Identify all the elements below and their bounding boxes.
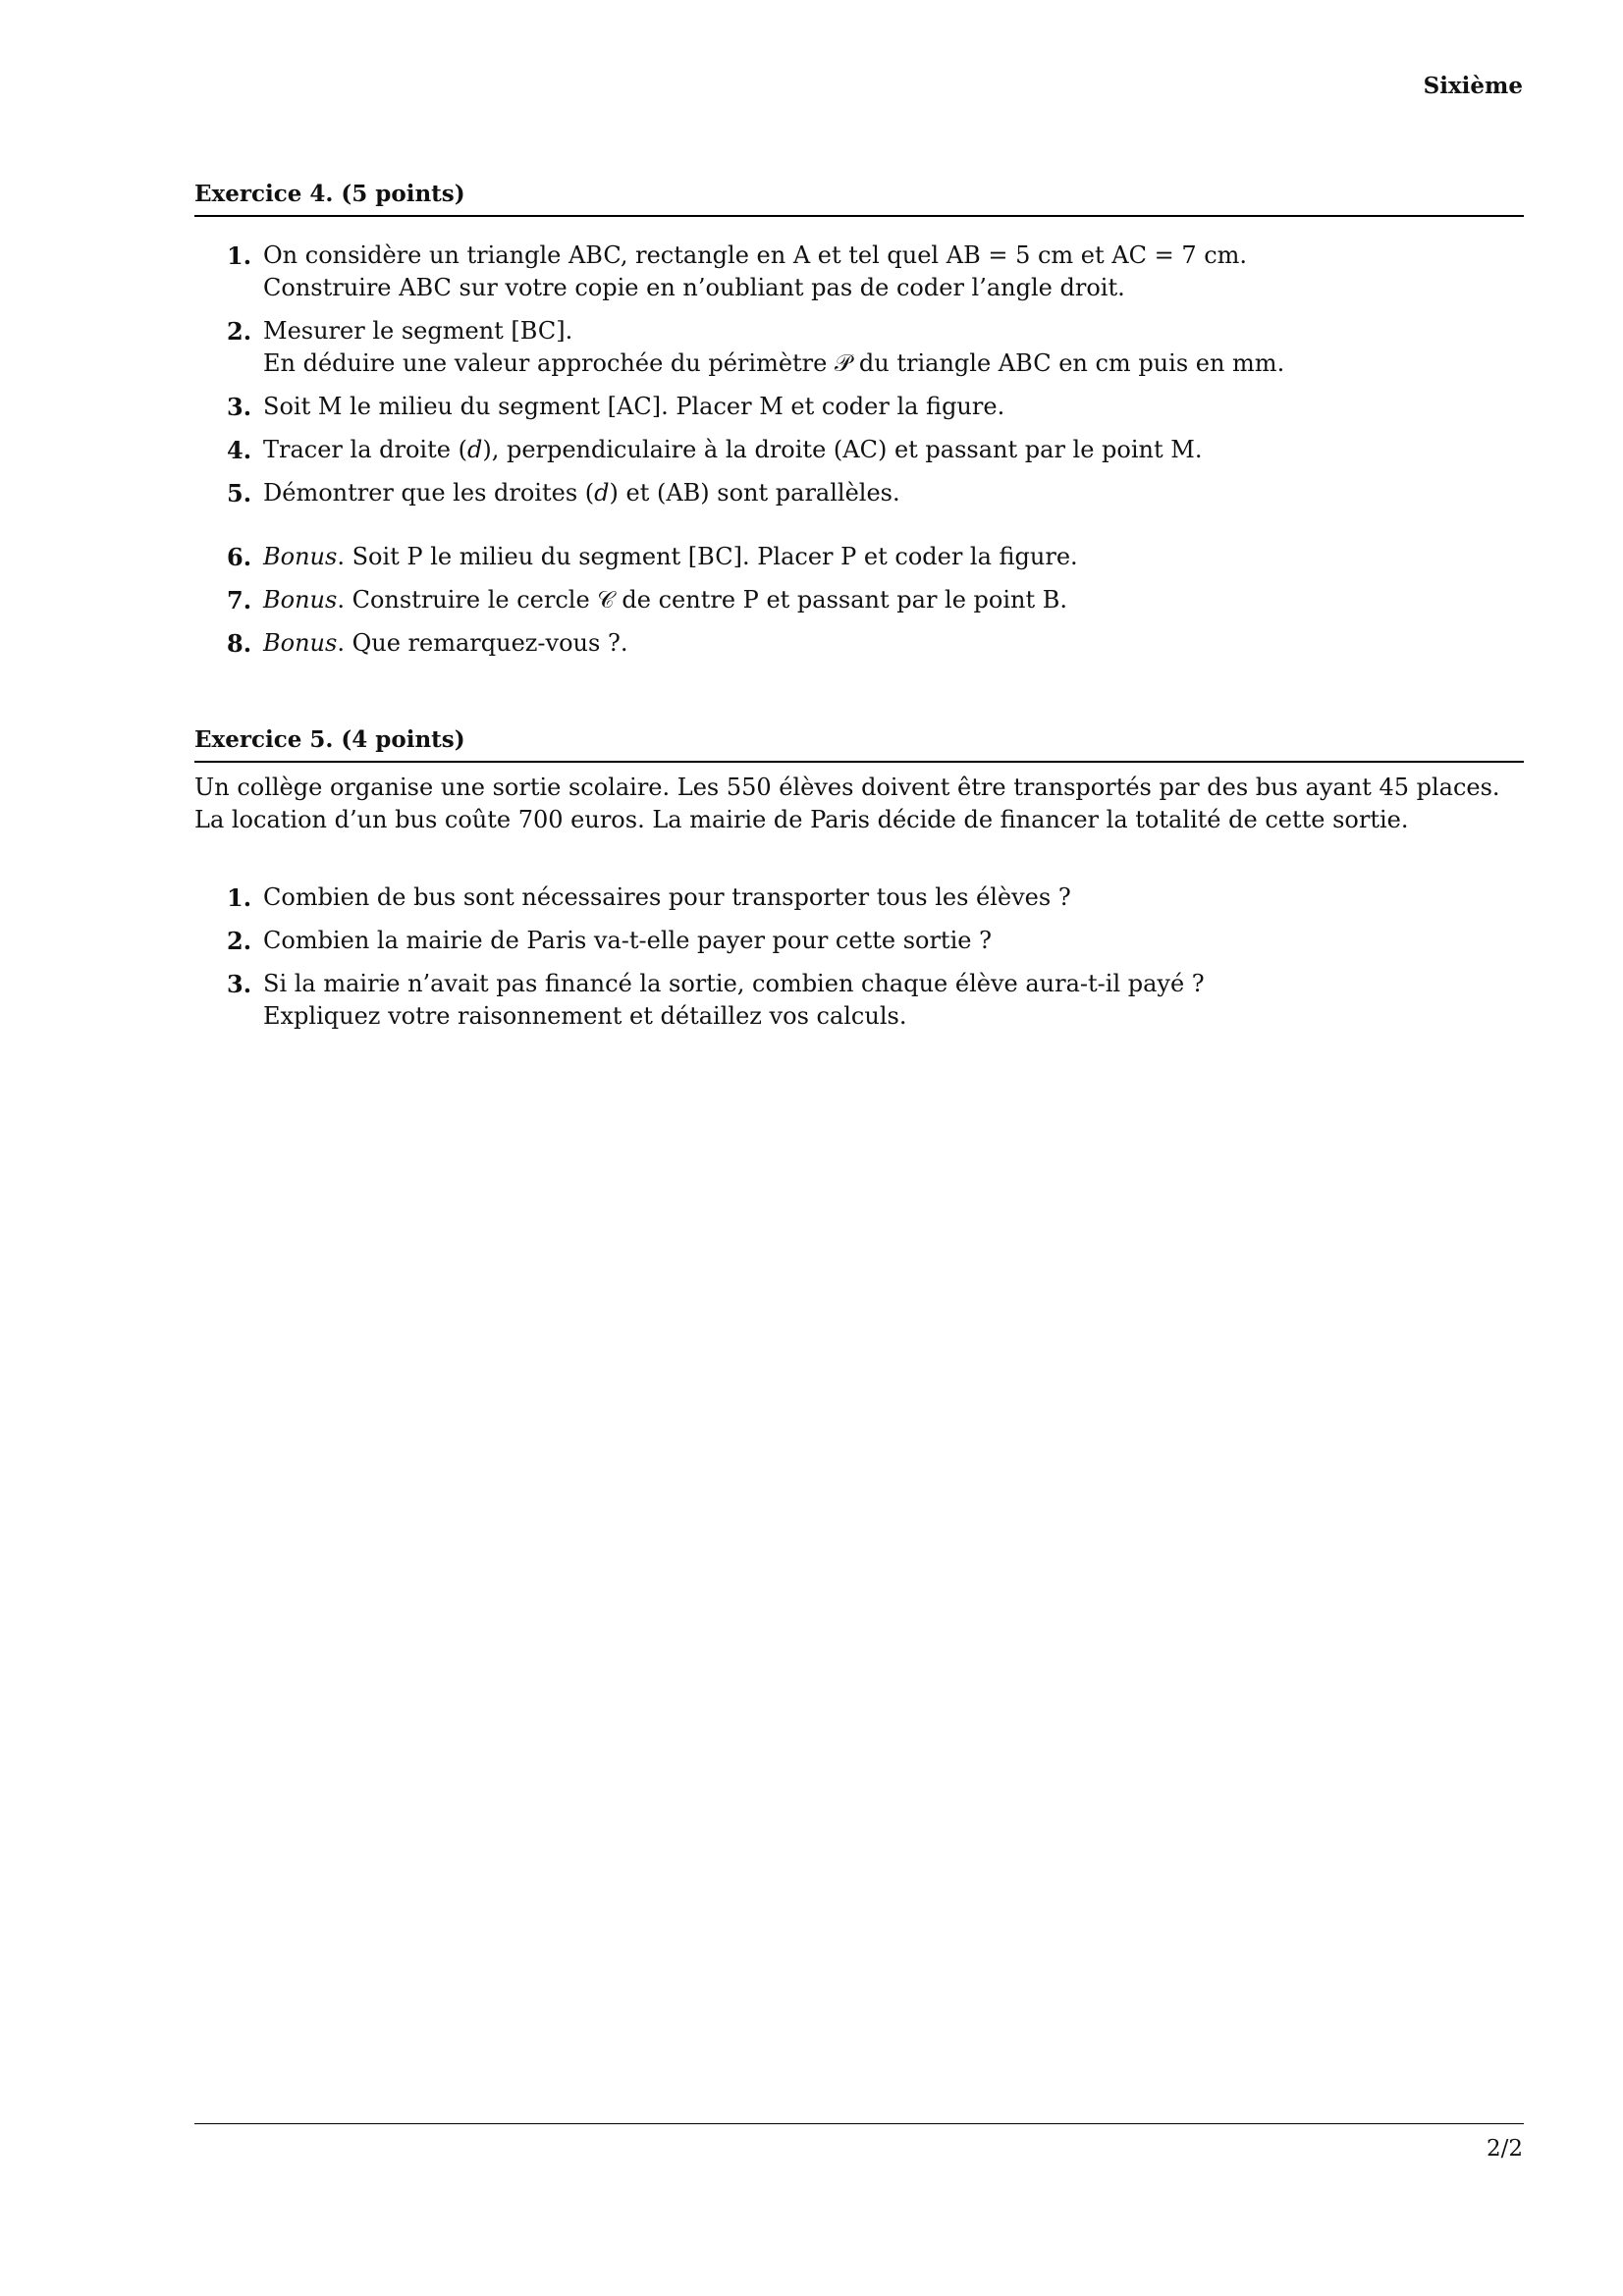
question-number: 1. xyxy=(227,241,252,270)
question-number: 3. xyxy=(227,393,252,421)
exercise-4-rule xyxy=(194,215,1524,217)
question-text: Soit M le milieu du segment [AC]. Placer M et coder la figure. xyxy=(263,393,1005,420)
question-text xyxy=(263,627,1524,660)
question-item xyxy=(194,925,1524,957)
question-item xyxy=(194,240,1524,304)
exercise-5 xyxy=(194,726,1524,1033)
bonus-label: Bonus xyxy=(263,629,338,657)
question-text: Combien de bus sont nécessaires pour transporter tous les élèves ? xyxy=(263,883,1071,911)
question-number: 2. xyxy=(227,317,252,346)
exercise-4-questions xyxy=(194,240,1524,509)
text-part: . Construire le cercle 𝒞 de centre P et passant par le point B. xyxy=(337,586,1068,614)
text-part: ), perpendiculaire à la droite (AC) et passant par le point M. xyxy=(482,436,1203,463)
question-number: 7. xyxy=(227,586,252,614)
question-text: Si la mairie n’avait pas financé la sortie, combien chaque élève aura-t-il payé ? xyxy=(263,970,1205,997)
bonus-item xyxy=(194,627,1524,660)
exercise-5-title: Exercice 5. (4 points) xyxy=(194,726,465,753)
intro-text: Un collège organise une sortie scolaire. Les 550 élèves doivent être transportés par des bus ayant 45 places. xyxy=(194,774,1500,801)
question-number: 4. xyxy=(227,436,252,464)
question-text: En déduire une valeur approchée du périmètre 𝒫 du triangle ABC en cm puis en mm. xyxy=(263,349,1285,377)
question-item xyxy=(194,968,1524,1033)
bonus-label: Bonus xyxy=(263,586,338,614)
question-item xyxy=(194,477,1524,509)
question-item xyxy=(194,881,1524,914)
bonus-label: Bonus xyxy=(263,543,338,570)
exercise-5-questions xyxy=(194,881,1524,1033)
question-text: Construire ABC sur votre copie en n’oubliant pas de coder l’angle droit. xyxy=(263,274,1125,301)
question-text xyxy=(263,477,1524,509)
exercise-5-rule xyxy=(194,761,1524,763)
intro-text: La location d’un bus coûte 700 euros. La mairie de Paris décide de financer la totalité de cette sortie. xyxy=(194,806,1409,833)
question-item xyxy=(194,434,1524,466)
text-part: Démontrer que les droites ( xyxy=(263,479,595,507)
bonus-item xyxy=(194,541,1524,573)
exercise-4-title: Exercice 4. (5 points) xyxy=(194,181,465,207)
text-part: Tracer la droite ( xyxy=(263,436,467,463)
exercise-5-intro xyxy=(194,772,1524,836)
text-part: . Soit P le milieu du segment [BC]. Placer P et coder la figure. xyxy=(337,543,1078,570)
question-item xyxy=(194,391,1524,423)
question-number: 8. xyxy=(227,629,252,658)
page-number: 2/2 xyxy=(1486,2136,1523,2162)
question-text: Mesurer le segment [BC]. xyxy=(263,317,573,345)
question-text xyxy=(263,541,1524,573)
bonus-item xyxy=(194,584,1524,616)
question-text: On considère un triangle ABC, rectangle en A et tel quel AB = 5 cm et AC = 7 cm. xyxy=(263,241,1248,269)
question-number: 5. xyxy=(227,479,252,507)
line-symbol-d: d xyxy=(594,479,610,507)
question-text: Expliquez votre raisonnement et détaillez vos calculs. xyxy=(263,1002,907,1030)
question-number: 3. xyxy=(227,970,252,998)
footer-rule xyxy=(194,2123,1524,2124)
header-level: Sixième xyxy=(1423,73,1523,99)
text-part: . Que remarquez-vous ?. xyxy=(337,629,628,657)
question-item xyxy=(194,315,1524,380)
question-text xyxy=(263,434,1524,466)
text-part: ) et (AB) sont parallèles. xyxy=(609,479,900,507)
question-number: 2. xyxy=(227,927,252,955)
question-text: Combien la mairie de Paris va-t-elle payer pour cette sortie ? xyxy=(263,927,992,954)
question-text xyxy=(263,584,1524,616)
question-number: 6. xyxy=(227,543,252,571)
exercise-4 xyxy=(194,181,1524,660)
exercise-4-bonus-questions xyxy=(194,541,1524,660)
line-symbol-d: d xyxy=(466,436,483,463)
question-number: 1. xyxy=(227,883,252,912)
